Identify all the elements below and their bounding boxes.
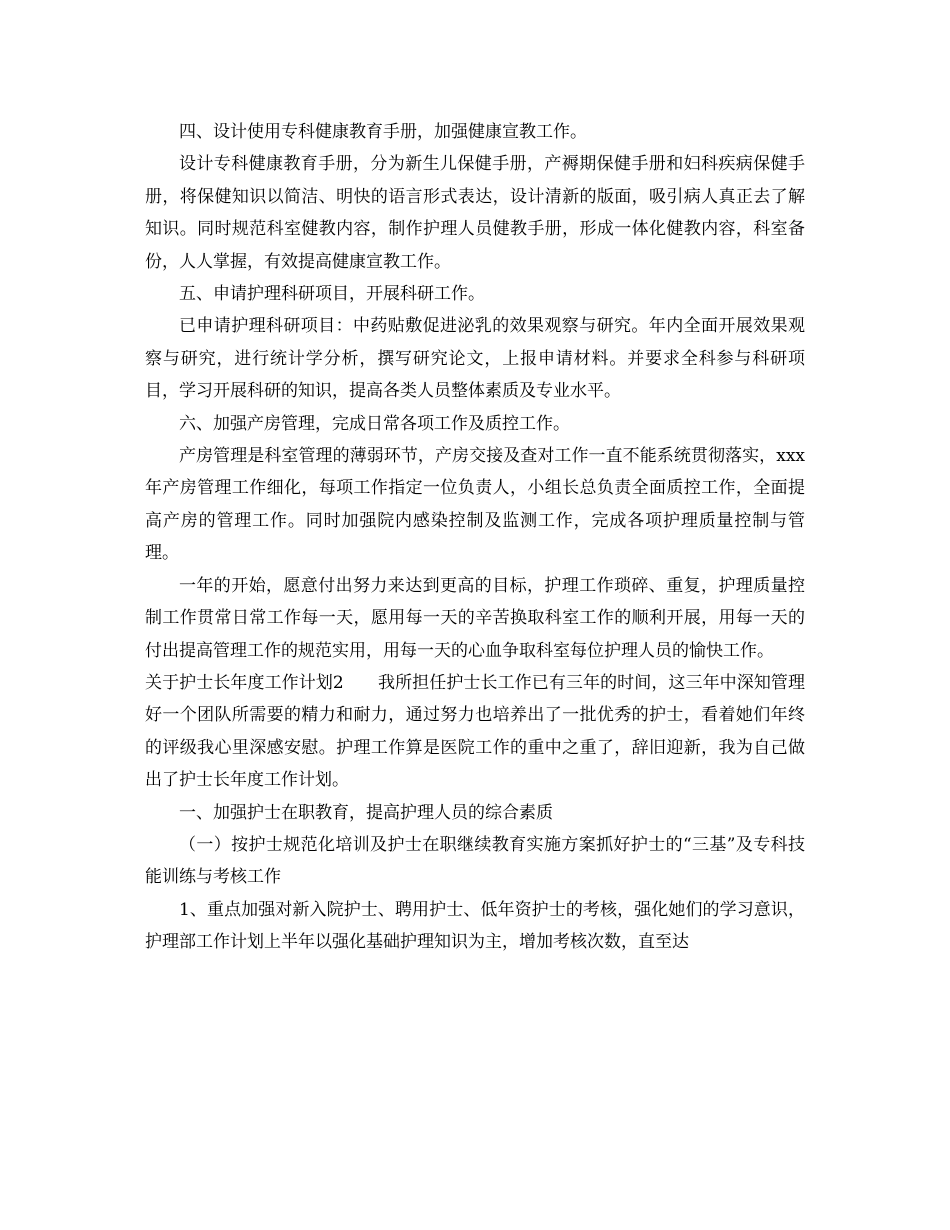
paragraph-delivery-room: 产房管理是科室管理的薄弱环节，产房交接及查对工作一直不能系统贯彻落实，xxx年产房管理工作细化，每项工作指定一位负责人，小组长总负责全面质控工作，全面提高产房的管理工作。同时加强院内感染控制及监测工作，完成各项护理质量控制与管理。 bbox=[145, 446, 805, 564]
subsection-heading-1: （一）按护士规范化培训及护士在职继续教育实施方案抓好护士的“三基”及专科技能训练与考核工作 bbox=[145, 834, 805, 888]
paragraph-plan-2-intro: 关于护士长年度工作计划2 我所担任护士长工作已有三年的时间，这三年中深知管理好一个团队所需要的精力和耐力，通过努力也培养出了一批优秀的护士，看着她们年终的评级我心里深感安慰。护理工作算是医院工作的重中之重了，辞旧迎新，我为自己做出了护士长年度工作计划。 bbox=[145, 672, 805, 791]
document-page bbox=[145, 116, 805, 959]
paragraph-health-manual: 设计专科健康教育手册，分为新生儿保健手册，产褥期保健手册和妇科疾病保健手册，将保健知识以简洁、明快的语言形式表达，设计清新的版面，吸引病人真正去了解知识。同时规范科室健教内容，制作护理人员健教手册，形成一体化健教内容，科室备份，人人掌握，有效提高健康宣教工作。 bbox=[145, 154, 805, 272]
paragraph-closing: 一年的开始，愿意付出努力来达到更高的目标，护理工作琐碎、重复，护理质量控制工作贯常日常工作每一天，愿用每一天的辛苦换取科室工作的顺利开展，用每一天的付出提高管理工作的规范实用，用每一天的心血争取科室每位护理人员的愉快工作。 bbox=[145, 575, 805, 661]
paragraph-research-project: 已申请护理科研项目：中药贴敷促进泌乳的效果观察与研究。年内全面开展效果观察与研究，进行统计学分析，撰写研究论文，上报申请材料。并要求全科参与科研项目，学习开展科研的知识，提高各类人员整体素质及专业水平。 bbox=[145, 316, 805, 402]
section-heading-6: 六、加强产房管理，完成日常各项工作及质控工作。 bbox=[179, 413, 570, 434]
section-heading-4: 四、设计使用专科健康教育手册，加强健康宣教工作。 bbox=[179, 122, 587, 142]
section-heading-1: 一、加强护士在职教育，提高护理人员的综合素质 bbox=[179, 802, 553, 823]
section-heading-5: 五、申请护理科研项目，开展科研工作。 bbox=[179, 284, 485, 305]
paragraph-item-1: 1、重点加强对新入院护士、聘用护士、低年资护士的考核，强化她们的学习意识，护理部工作计划上半年以强化基础护理知识为主，增加考核次数，直至达 bbox=[145, 899, 805, 953]
